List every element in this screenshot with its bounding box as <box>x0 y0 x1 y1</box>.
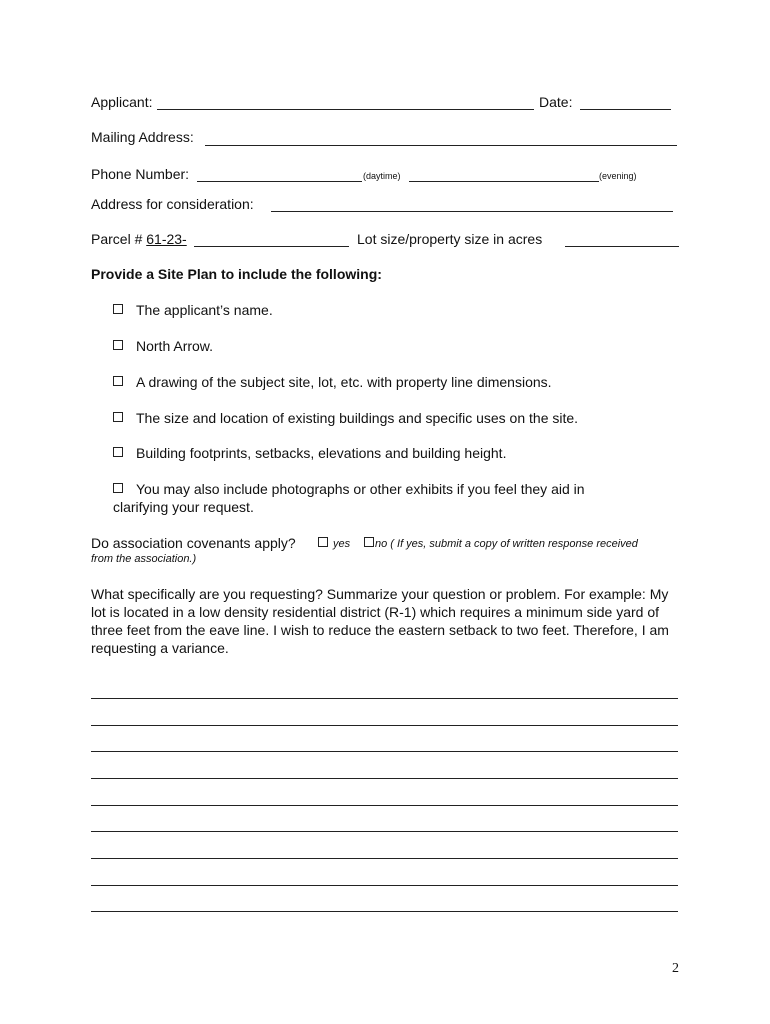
site-plan-item-continued: clarifying your request. <box>113 499 254 515</box>
site-plan-item: North Arrow. <box>136 338 214 354</box>
answer-line[interactable] <box>91 751 678 752</box>
answer-line[interactable] <box>91 885 678 886</box>
site-plan-item: A drawing of the subject site, lot, etc. with property line dimensions. <box>136 374 552 390</box>
lot-size-field[interactable] <box>565 246 679 247</box>
checkbox-building-footprints[interactable] <box>113 447 123 457</box>
applicant-field[interactable] <box>157 109 534 110</box>
site-plan-item: The applicant’s name. <box>136 302 273 318</box>
covenants-no-label-continued: from the association.) <box>91 553 197 565</box>
phone-label: Phone Number: <box>91 166 190 182</box>
date-label: Date: <box>539 94 573 110</box>
answer-line[interactable] <box>91 805 678 806</box>
site-plan-item: You may also include photographs or other exhibits if you feel they aid in <box>136 481 585 497</box>
checkbox-covenants-no[interactable] <box>364 537 374 547</box>
address-consideration-label: Address for consideration: <box>91 196 254 212</box>
applicant-label: Applicant: <box>91 94 153 110</box>
lot-size-label: Lot size/property size in acres <box>357 231 543 247</box>
site-plan-item: The size and location of existing buildings and specific uses on the site. <box>136 410 579 426</box>
mailing-address-label: Mailing Address: <box>91 129 194 145</box>
checkbox-north-arrow[interactable] <box>113 340 123 350</box>
answer-line[interactable] <box>91 778 678 779</box>
address-consideration-field[interactable] <box>271 211 673 212</box>
checkbox-existing-buildings[interactable] <box>113 412 123 422</box>
answer-line[interactable] <box>91 698 678 699</box>
mailing-address-field[interactable] <box>205 145 677 146</box>
answer-line[interactable] <box>91 911 678 912</box>
site-plan-heading: Provide a Site Plan to include the following: <box>91 266 382 282</box>
request-prompt: What specifically are you requesting? Summarize your question or problem. For example: My lot is located in a low density residential district (R-1) which requires a minimum side yard of three feet from the eave line. I wish to reduce the eastern setback to two feet. Therefore, I am requesting a variance. <box>91 586 669 656</box>
date-field[interactable] <box>580 109 671 110</box>
covenants-yes-label: yes <box>333 538 351 550</box>
answer-line[interactable] <box>91 725 678 726</box>
phone-evening-field[interactable] <box>409 181 599 182</box>
parcel-field[interactable] <box>194 246 349 247</box>
checkbox-covenants-yes[interactable] <box>318 537 328 547</box>
daytime-label: (daytime) <box>363 171 401 181</box>
covenants-no-label: no ( If yes, submit a copy of written response received <box>375 538 638 550</box>
phone-daytime-field[interactable] <box>197 181 362 182</box>
page-number: 2 <box>672 961 679 976</box>
parcel-prefix: 61-23- <box>146 231 187 247</box>
covenants-question: Do association covenants apply? <box>91 535 296 551</box>
checkbox-applicant-name[interactable] <box>113 304 123 314</box>
site-plan-item: Building footprints, setbacks, elevations and building height. <box>136 445 507 461</box>
answer-line[interactable] <box>91 858 678 859</box>
evening-label: (evening) <box>599 171 637 181</box>
parcel-label: Parcel # 61-23- <box>91 231 187 247</box>
checkbox-site-drawing[interactable] <box>113 376 123 386</box>
checkbox-photographs[interactable] <box>113 483 123 493</box>
answer-line[interactable] <box>91 831 678 832</box>
